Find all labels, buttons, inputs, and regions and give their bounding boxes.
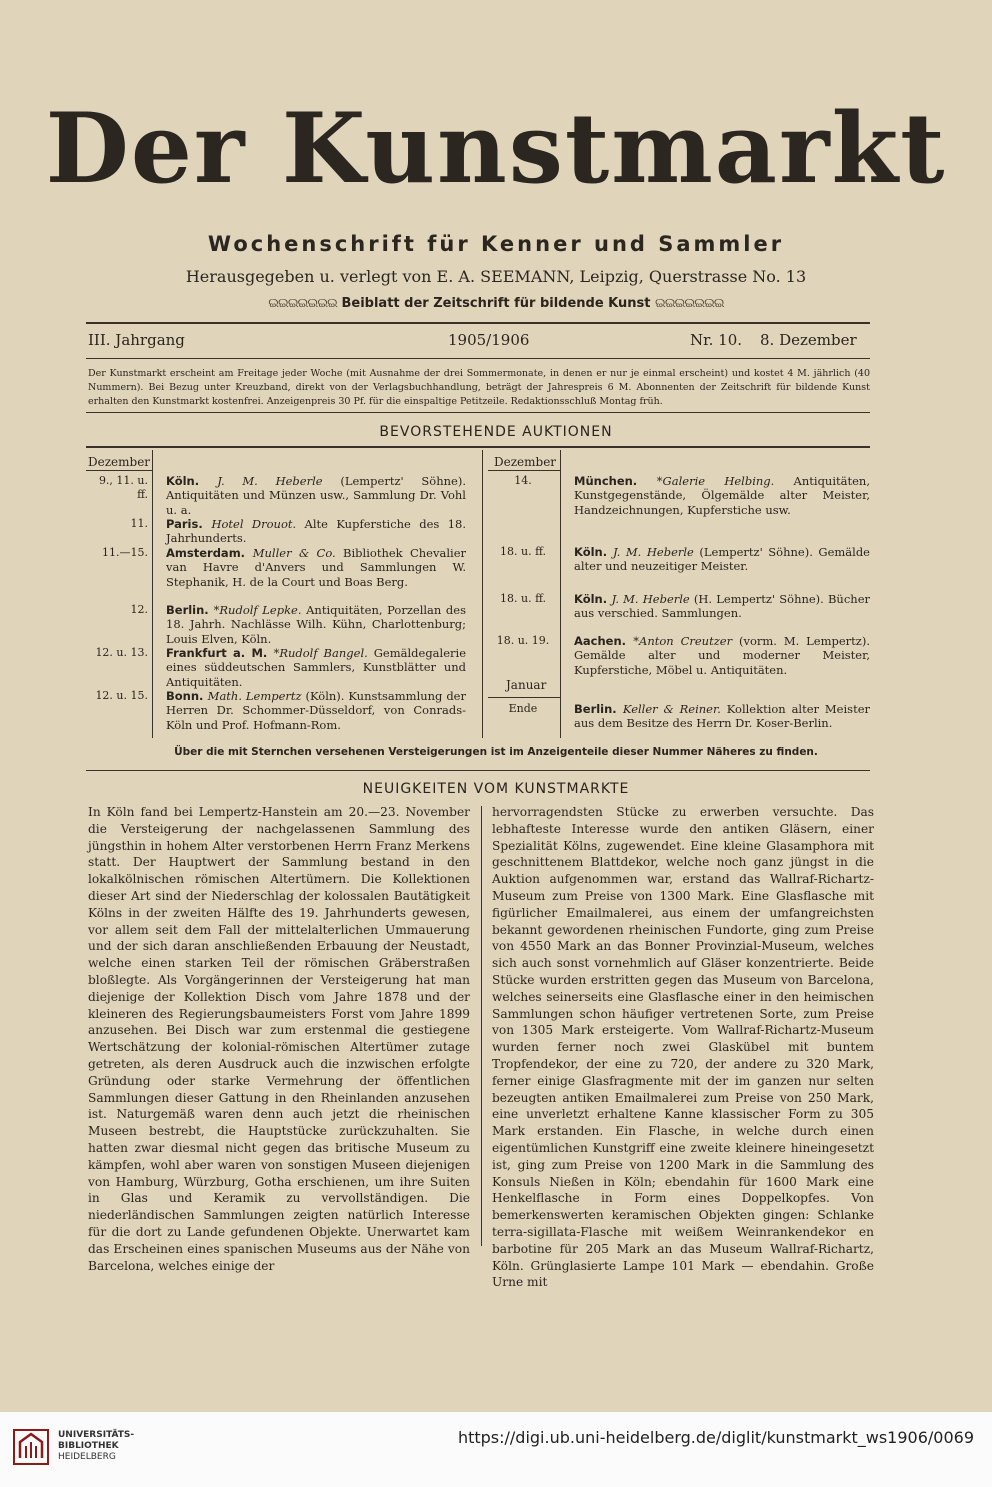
- publisher-line: Herausgegeben u. verlegt von E. A. SEEMANN, Leipzig, Querstrasse No. 13: [185, 267, 807, 286]
- auction-city: München.: [574, 474, 657, 488]
- auction-house: Math. Lempertz: [207, 689, 302, 703]
- auctions-heading: BEVORSTEHENDE AUKTIONEN: [379, 424, 613, 440]
- auction-date: 14.: [514, 474, 532, 487]
- library-name-line2: BIBLIOTHEK: [58, 1441, 119, 1451]
- auction-date: 18. u. ff.: [500, 592, 546, 605]
- library-logo-icon: [12, 1428, 50, 1466]
- auction-house: Hotel Drouot.: [211, 517, 297, 531]
- center-divider: [482, 450, 483, 738]
- journal-title: Der Kunstmarkt: [45, 92, 947, 205]
- auction-date: 11.—15.: [102, 546, 148, 559]
- auction-entry: [574, 474, 870, 517]
- auction-description: Antiquitäten, Porzellan des 18. Jahrh. Nachlässe Wilh. Kühn, Charlottenburg; Louis Elven, Köln.: [166, 603, 466, 646]
- auction-house: J. M. Heberle: [613, 545, 694, 559]
- auction-house: Keller & Reiner.: [622, 702, 721, 716]
- auction-city: Köln.: [166, 474, 218, 488]
- auction-entry: [166, 546, 466, 589]
- subscription-notice: Der Kunstmarkt erscheint am Freitage jeder Woche (mit Ausnahme der drei Sommermonate, in denen er nur je einmal erscheint) und kostet 4 M. jährlich (40 Nummern). Bei Bezug unter Kreuzband, direkt von der Verlagsbuchhandlung, beträgt der Jahrespreis 6 M. Abonnenten der Zeitschrift für bildende Kunst erhalten den Kunstmarkt kostenfrei. Anzeigenpreis 30 Pf. für die einspaltige Petitzeile. Redaktionsschluß Montag früh.: [88, 368, 870, 407]
- auction-date: 18. u. ff.: [500, 545, 546, 558]
- auction-entry: [166, 646, 466, 689]
- auction-description: (vorm. M. Lempertz). Gemälde alter und moderner Meister, Kupferstiche, Möbel u. Antiquitäten.: [574, 634, 870, 677]
- library-footer: [0, 1412, 992, 1487]
- auction-entry: [574, 592, 870, 621]
- news-top-rule: [86, 770, 870, 771]
- auction-date: Ende: [508, 702, 538, 715]
- auction-house: J. M. Heberle: [217, 474, 323, 488]
- auction-description: (Lempertz' Söhne). Gemälde alter und neuzeitiger Meister.: [574, 545, 870, 574]
- auction-city: Köln.: [574, 545, 613, 559]
- auction-entry: [166, 517, 466, 546]
- auction-date: 12. u. 15.: [95, 689, 148, 702]
- news-column-divider: [481, 806, 482, 1246]
- beiblatt-text: Beiblatt der Zeitschrift für bildende Kunst: [341, 296, 651, 311]
- auction-entry: [166, 474, 466, 517]
- left-month: Dezember: [88, 455, 151, 469]
- auction-description: Bibliothek Chevalier van Havre d'Anvers und Sammlungen W. Stephanik, H. de la Court und Boas Berg.: [166, 546, 466, 589]
- left-month-rule: [86, 470, 152, 471]
- auction-house: *Rudolf Bangel.: [273, 646, 368, 660]
- issue-number: Nr. 10.: [690, 331, 743, 349]
- auction-entry: [166, 603, 466, 646]
- auction-description: Antiquitäten, Kunstgegenstände, Ölgemälde alter Meister, Handzeichnungen, Kupferstiche usw.: [574, 474, 870, 517]
- auction-date: 12.: [130, 603, 148, 616]
- auction-description: Gemäldegalerie eines süddeutschen Sammlers, Kunstblätter und Antiquitäten.: [166, 646, 467, 689]
- auction-date: 11.: [130, 517, 148, 530]
- issue-volume: III. Jahrgang: [88, 331, 185, 349]
- auction-description: (H. Lempertz' Söhne). Bücher aus verschied. Sammlungen.: [574, 592, 870, 621]
- news-column-1: In Köln fand bei Lempertz-Hanstein am 20.—23. November die Versteigerung der nachgelassenen Sammlung des jüngsthin in hohem Alter verstorbenen Herrn Franz Merkens statt. Der Hauptwert der Sammlung bestand in den lokalkölnischen römischen Altertümern. Die Kollektionen dieser Art sind der Niederschlag der kolossalen Bautätigkeit Kölns in der zweiten Hälfte des 19. Jahrhunderts gewesen, vor allem seit dem Fall der mittelalterlichen Ummauerung und der sich daran anschließenden Erbauung der Neustadt, welche einen starken Teil der römischen Gräberstraßen bloßlegte. Als Vorgängerinnen der Versteigerung hat man diejenige der Kollektion Disch vom Jahre 1878 und der kleineren des Regierungsbaumeisters Forst vom Jahre 1899 anzusehen. Bei Disch war zum erstenmal die gestiegene Wertschätzung der kolonial-römischen Altertümer zutage getreten, als deren Ausdruck auch die inzwischen erfolgte Gründung oder starke Vermehrung der öffentlichen Sammlungen dieser Gattung in den Rheinlanden anzusehen ist. Naturgemäß waren denn auch jetzt die rheinischen Museen bestrebt, die Hauptstücke zurückzuhalten. Sie hatten zwar diesmal nicht gegen das britische Museum zu kämpfen, wohl aber waren von sonstigen Museen diejenigen von Hamburg, Würzburg, Gotha erschienen, um ihre Suiten in Glas und Keramik zu vervollständigen. Die niederländischen Sammlungen zeigten natürlich Interesse für die dort zu Lande gefundenen Objekte. Unerwartet kam das Erscheinen eines spanischen Museums aus der Nähe von Barcelona, welches einige der: [88, 805, 470, 1273]
- auction-city: Aachen.: [574, 634, 634, 648]
- auction-house: Muller & Co.: [252, 546, 336, 560]
- issue-years: 1905/1906: [448, 331, 530, 349]
- notice-rule: [86, 412, 870, 413]
- auction-date: 12. u. 13.: [95, 646, 148, 659]
- auction-house: J. M. Heberle: [611, 592, 690, 606]
- left-date-divider: [152, 450, 153, 738]
- auction-entry: [574, 702, 870, 731]
- ornament-right: ଇଇଇଇଇଇଇ: [655, 296, 724, 311]
- auction-house: *Galerie Helbing.: [656, 474, 775, 488]
- auction-description: Kollektion alter Meister aus dem Besitze des Herrn Dr. Koser-Berlin.: [574, 702, 870, 731]
- right-date-divider: [560, 450, 561, 738]
- news-heading: NEUIGKEITEN VOM KUNSTMARKTE: [362, 781, 630, 797]
- auction-city: Berlin.: [166, 603, 214, 617]
- auction-city: Frankfurt a. M.: [166, 646, 274, 660]
- issue-date: 8. Dezember: [760, 331, 857, 349]
- auction-entry: [166, 689, 466, 732]
- auction-entry: [574, 634, 870, 677]
- library-name-line1: UNIVERSITÄTS-: [58, 1430, 135, 1440]
- journal-subtitle: Wochenschrift für Kenner und Sammler: [207, 232, 785, 256]
- auction-city: Paris.: [166, 517, 212, 531]
- source-url-link[interactable]: https://digi.ub.uni-heidelberg.de/diglit/kunstmarkt_ws1906/0069: [457, 1428, 974, 1447]
- auction-house: *Anton Creutzer: [633, 634, 733, 648]
- beiblatt-line: [0, 296, 992, 311]
- top-rule: [86, 322, 870, 324]
- auction-description: (Köln). Kunstsammlung der Herren Dr. Schommer-Düsseldorf, von Conrads-Köln und Prof. Hofmann-Rom.: [166, 689, 466, 732]
- auction-entry: [574, 545, 870, 574]
- auctions-rule: [86, 446, 870, 448]
- january-rule: [488, 697, 560, 698]
- auction-date: 18. u. 19.: [496, 634, 550, 647]
- auction-city: Berlin.: [574, 702, 623, 716]
- auction-date: 9., 11. u. ff.: [98, 474, 148, 502]
- issue-rule: [86, 358, 870, 359]
- auction-description: Alte Kupferstiche des 18. Jahrhunderts.: [166, 517, 466, 546]
- news-column-2: hervorragendsten Stücke zu erwerben versuchte. Das lebhafteste Interesse wurde den antiken Gläsern, einer Spezialität Kölns, zugewendet. Eine kleine Glasamphora mit geschnittenem Blattdekor, welche noch ganz jüngst in die Auktion aufgenommen war, erstand das Wallraf-Richartz-Museum zum Preise von 1300 Mark. Eine Glasflasche mit figürlicher Emailmalerei, aus einem der umfangreichsten bekannt gewordenen rheinischen Fundorte, ging zum Preise von 4550 Mark an das Bonner Provinzial-Museum, welches sich auch sonst vornehmlich auf Gläser konzentrierte. Beide Stücke wurden erstritten gegen das Museum von Barcelona, welches seinerseits eine Glasflasche einer in den heimischen Sammlungen schon häufiger vertretenen Sorte, zum Preise von 1305 Mark ersteigerte. Vom Wallraf-Richartz-Museum wurden ferner noch zwei Glaskübel mit buntem Tropfendekor, der eine zu 720, der andere zu 320 Mark, ferner einige Glasfragmente mit der im ganzen nur selten bezeugten antiken Emailmalerei zum Preise von 250 Mark, eine unverletzt erhaltene Kanne klassischer Form zu 305 Mark erstanden. Ein Flasche, in welche durch einen eigentümlichen Kunstgriff eine zweite kleinere hineingesetzt ist, ging zum Preise von 1200 Mark in die Sammlung des Konsuls Nießen in Köln; ebendahin für 1600 Mark eine Henkelflasche in Form eines Doppelkopfes. Von bemerkenswerten keramischen Objekten gingen: Schlanke terra-sigillata-Flasche mit weißem Weinrankendekor en barbotine für 205 Mark an das Museum Wallraf-Richartz, Köln. Grünglasierte Lampe 101 Mark — ebendahin. Große Urne mit: [492, 805, 874, 1290]
- auction-house: *Rudolf Lepke.: [213, 603, 302, 617]
- auctions-footnote: Über die mit Sternchen versehenen Versteigerungen ist im Anzeigenteile dieser Nummer Näheres zu finden.: [174, 746, 818, 758]
- library-name: [58, 1430, 134, 1463]
- ornament-left: ଇଇଇଇଇଇଇ: [268, 296, 337, 311]
- auction-city: Köln.: [574, 592, 612, 606]
- right-month: Dezember: [494, 455, 557, 469]
- auction-city: Bonn.: [166, 689, 208, 703]
- library-name-line3: HEIDELBERG: [58, 1452, 116, 1462]
- auction-city: Amsterdam.: [166, 546, 253, 560]
- auction-description: (Lempertz' Söhne). Antiquitäten und Münzen usw., Sammlung Dr. Vohl u. a.: [166, 474, 466, 517]
- right-month-rule: [488, 470, 560, 471]
- right-month-january: Januar: [506, 678, 547, 692]
